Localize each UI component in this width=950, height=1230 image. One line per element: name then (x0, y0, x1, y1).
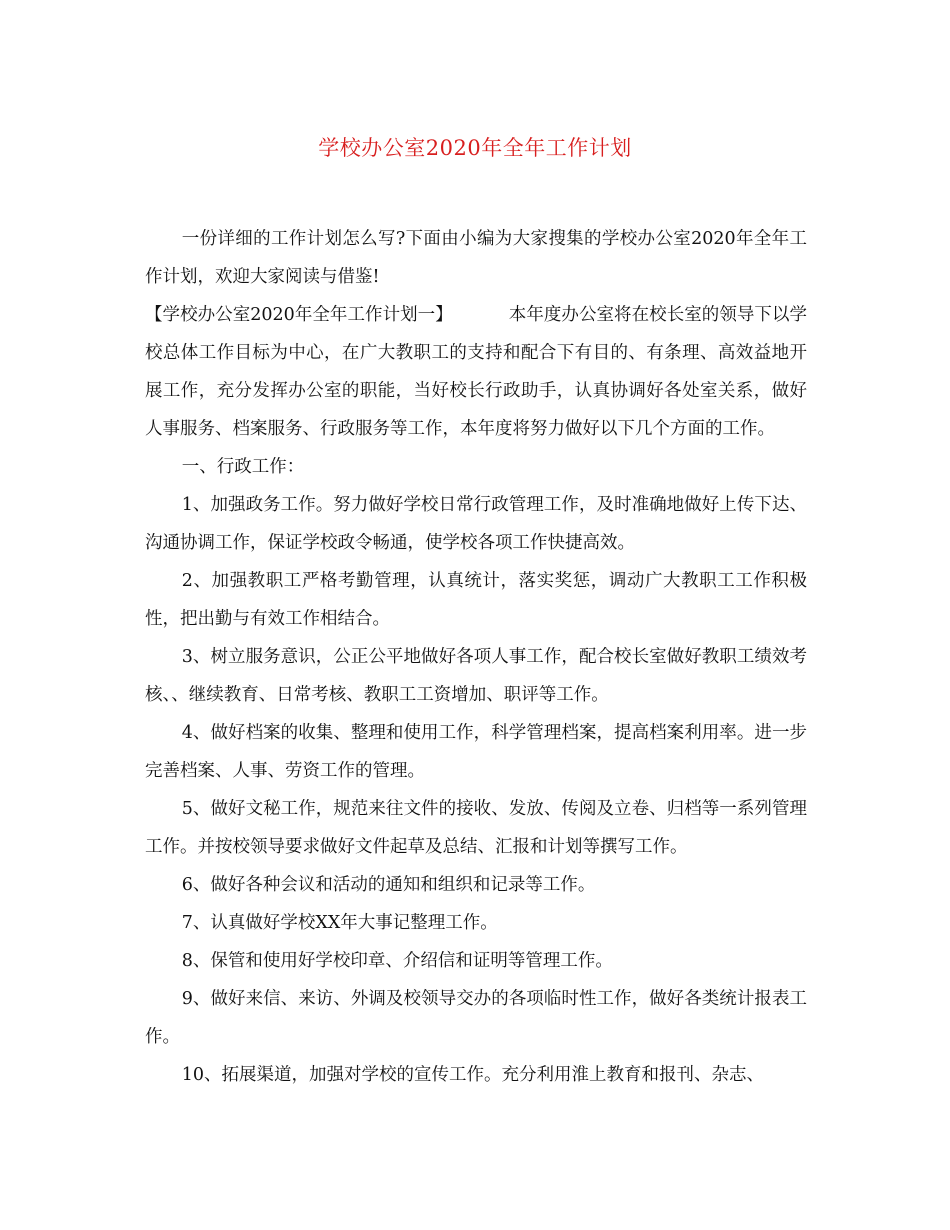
list-item: 2、加强教职工严格考勤管理，认真统计，落实奖惩，调动广大教职工工作积极性，把出勤与有效工作相结合。 (145, 571, 807, 629)
list-item: 4、做好档案的收集、整理和使用工作，科学管理档案，提高档案利用率。进一步完善档案、人事、劳资工作的管理。 (145, 723, 807, 781)
document-body (145, 220, 807, 1094)
list-item: 9、做好来信、来访、外调及校领导交办的各项临时性工作，做好各类统计报表工作。 (145, 989, 807, 1047)
list-item: 1、加强政务工作。努力做好学校日常行政管理工作，及时准确地做好上传下达、沟通协调工作，保证学校政令畅通，使学校各项工作快捷高效。 (145, 495, 807, 553)
section-paragraph (145, 296, 807, 448)
list-item: 6、做好各种会议和活动的通知和组织和记录等工作。 (181, 875, 596, 895)
intro-paragraph: 一份详细的工作计划怎么写?下面由小编为大家搜集的学校办公室2020年全年工作计划，欢迎大家阅读与借鉴! (145, 229, 807, 287)
list-item: 3、树立服务意识，公正公平地做好各项人事工作，配合校长室做好教职工绩效考核、、继续教育、日常考核、教职工工资增加、职评等工作。 (145, 647, 807, 705)
list-item: 8、保管和使用好学校印章、介绍信和证明等管理工作。 (181, 951, 613, 971)
list-item: 10、拓展渠道，加强对学校的宣传工作。充分利用淮上教育和报刊、杂志、 (181, 1065, 765, 1085)
list-item: 5、做好文秘工作，规范来往文件的接收、发放、传阅及立卷、归档等一系列管理工作。并按校领导要求做好文件起草及总结、汇报和计划等撰写工作。 (145, 799, 807, 857)
list-item: 7、认真做好学校XX年大事记整理工作。 (181, 913, 498, 933)
part1-heading: 一、行政工作： (181, 457, 305, 477)
section-heading: 【学校办公室2020年全年工作计划一】 (145, 305, 453, 325)
document-title: 学校办公室2020年全年工作计划 (318, 136, 632, 160)
section-lead: 本年度办公室将在校长室的领导下以学校总体工作目标为中心，在广大教职工的支持和配合下有目的、有条理、高效益地开展工作，充分发挥办公室的职能，当好校长行政助手，认真协调好各处室关系，做好人事服务、档案服务、行政服务等工作，本年度将努力做好以下几个方面的工作。 (145, 305, 807, 439)
